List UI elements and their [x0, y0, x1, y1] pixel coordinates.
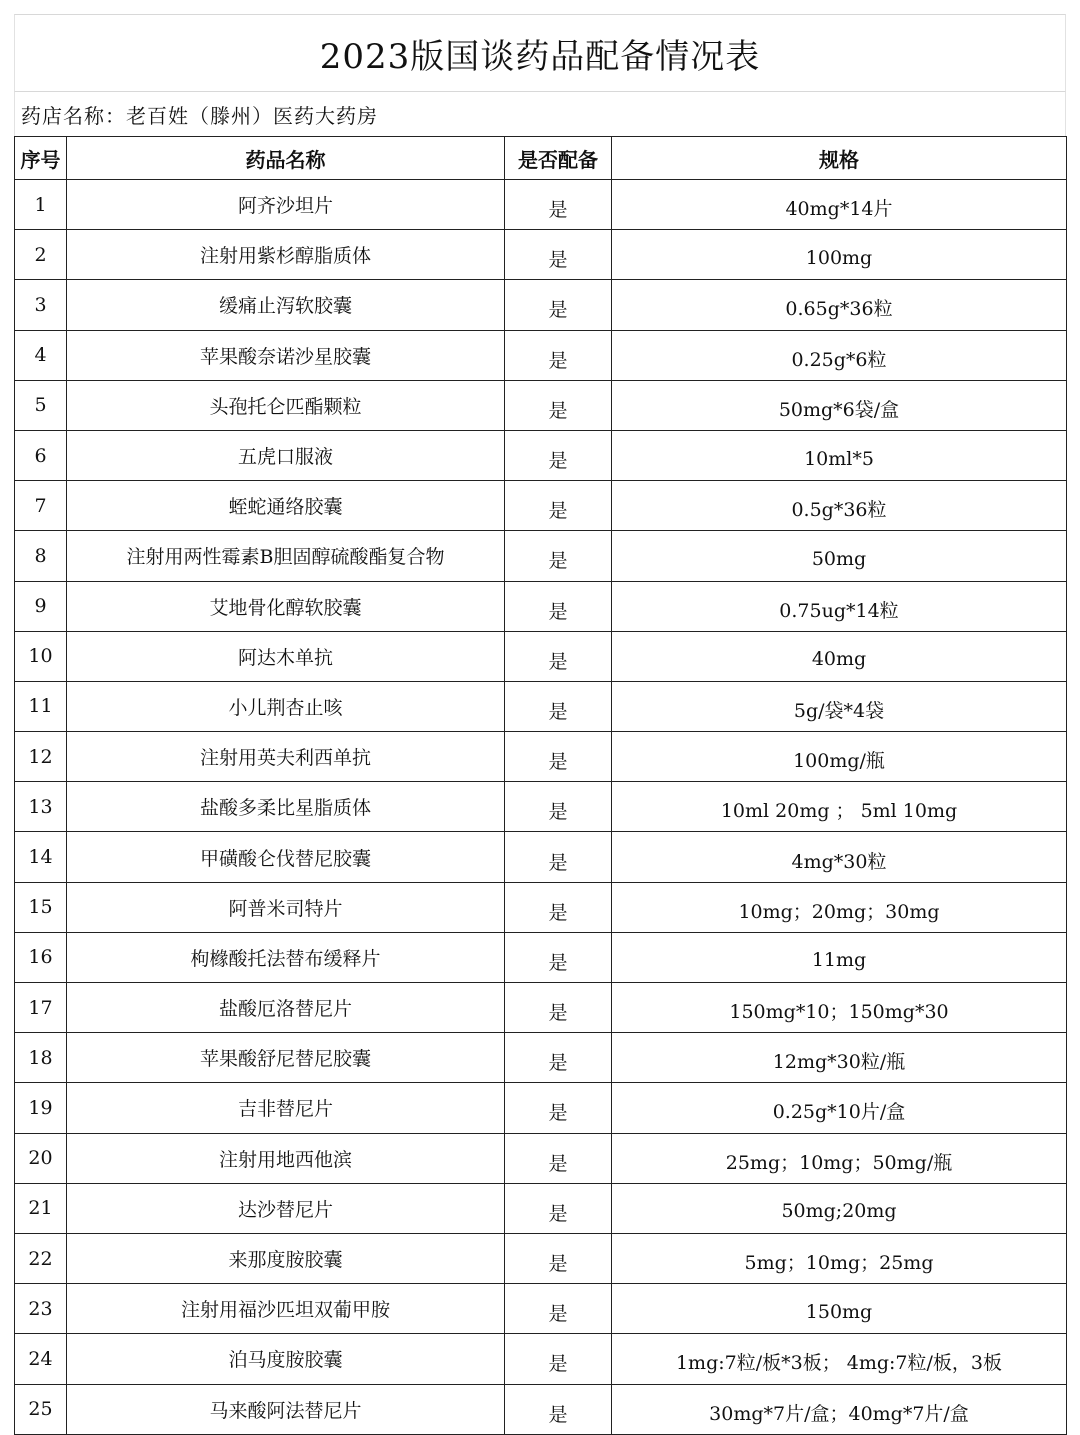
row-index: 9 [15, 581, 67, 631]
equipped-flag: 是 [505, 481, 612, 531]
drug-spec: 100mg [612, 230, 1067, 280]
drug-spec: 10ml*5 [612, 430, 1067, 480]
drug-table-sheet [14, 14, 1066, 1435]
drug-name: 盐酸多柔比星脂质体 [67, 782, 505, 832]
row-index: 22 [15, 1233, 67, 1283]
table-row [15, 1334, 1067, 1384]
row-index: 11 [15, 681, 67, 731]
drug-name: 马来酸阿法替尼片 [67, 1384, 505, 1434]
drug-name: 盐酸厄洛替尼片 [67, 983, 505, 1033]
table-row [15, 1284, 1067, 1334]
table-row [15, 782, 1067, 832]
row-index: 24 [15, 1334, 67, 1384]
equipped-flag: 是 [505, 732, 612, 782]
table-row [15, 832, 1067, 882]
equipped-flag: 是 [505, 983, 612, 1033]
drug-spec: 0.75ug*14粒 [612, 581, 1067, 631]
drug-spec: 30mg*7片/盒；40mg*7片/盒 [612, 1384, 1067, 1434]
equipped-flag: 是 [505, 1284, 612, 1334]
table-row [15, 1033, 1067, 1083]
equipped-flag: 是 [505, 581, 612, 631]
drug-name: 注射用地西他滨 [67, 1133, 505, 1183]
drug-name: 小儿荆杏止咳 [67, 681, 505, 731]
table-row [15, 1183, 1067, 1233]
drug-table [14, 136, 1067, 1435]
table-row [15, 983, 1067, 1033]
equipped-flag: 是 [505, 380, 612, 430]
table-row [15, 380, 1067, 430]
table-row [15, 531, 1067, 581]
drug-spec: 1mg:7粒/板*3板； 4mg:7粒/板，3板 [612, 1334, 1067, 1384]
drug-spec: 11mg [612, 932, 1067, 982]
header-spec: 规格 [612, 137, 1067, 180]
store-name: 药店名称：老百姓（滕州）医药大药房 [14, 91, 1066, 136]
drug-spec: 150mg [612, 1284, 1067, 1334]
drug-spec: 0.25g*6粒 [612, 330, 1067, 380]
drug-spec: 100mg/瓶 [612, 732, 1067, 782]
equipped-flag: 是 [505, 1233, 612, 1283]
row-index: 5 [15, 380, 67, 430]
equipped-flag: 是 [505, 832, 612, 882]
drug-spec: 4mg*30粒 [612, 832, 1067, 882]
row-index: 13 [15, 782, 67, 832]
drug-name: 五虎口服液 [67, 430, 505, 480]
equipped-flag: 是 [505, 1384, 612, 1434]
drug-name: 来那度胺胶囊 [67, 1233, 505, 1283]
drug-name: 缓痛止泻软胶囊 [67, 280, 505, 330]
drug-spec: 10ml 20mg ； 5ml 10mg [612, 782, 1067, 832]
equipped-flag: 是 [505, 280, 612, 330]
drug-name: 吉非替尼片 [67, 1083, 505, 1133]
table-row [15, 581, 1067, 631]
page-title: 2023版国谈药品配备情况表 [14, 14, 1066, 91]
row-index: 14 [15, 832, 67, 882]
equipped-flag: 是 [505, 631, 612, 681]
equipped-flag: 是 [505, 1083, 612, 1133]
row-index: 15 [15, 882, 67, 932]
table-row [15, 732, 1067, 782]
equipped-flag: 是 [505, 180, 612, 230]
row-index: 7 [15, 481, 67, 531]
drug-spec: 0.65g*36粒 [612, 280, 1067, 330]
drug-spec: 50mg;20mg [612, 1183, 1067, 1233]
equipped-flag: 是 [505, 882, 612, 932]
table-row [15, 681, 1067, 731]
row-index: 18 [15, 1033, 67, 1083]
drug-name: 蛭蛇通络胶囊 [67, 481, 505, 531]
equipped-flag: 是 [505, 1033, 612, 1083]
table-row [15, 1233, 1067, 1283]
table-body [15, 180, 1067, 1435]
drug-name: 头孢托仑匹酯颗粒 [67, 380, 505, 430]
drug-spec: 50mg [612, 531, 1067, 581]
table-header-row [15, 137, 1067, 180]
row-index: 25 [15, 1384, 67, 1434]
drug-spec: 150mg*10；150mg*30 [612, 983, 1067, 1033]
equipped-flag: 是 [505, 1334, 612, 1384]
row-index: 21 [15, 1183, 67, 1233]
drug-spec: 5mg；10mg；25mg [612, 1233, 1067, 1283]
equipped-flag: 是 [505, 782, 612, 832]
table-row [15, 230, 1067, 280]
table-row [15, 932, 1067, 982]
drug-spec: 10mg；20mg；30mg [612, 882, 1067, 932]
drug-name: 艾地骨化醇软胶囊 [67, 581, 505, 631]
drug-spec: 25mg；10mg；50mg/瓶 [612, 1133, 1067, 1183]
row-index: 10 [15, 631, 67, 681]
drug-spec: 40mg*14片 [612, 180, 1067, 230]
row-index: 19 [15, 1083, 67, 1133]
table-row [15, 631, 1067, 681]
drug-name: 阿达木单抗 [67, 631, 505, 681]
drug-name: 阿齐沙坦片 [67, 180, 505, 230]
drug-name: 注射用英夫利西单抗 [67, 732, 505, 782]
equipped-flag: 是 [505, 430, 612, 480]
equipped-flag: 是 [505, 932, 612, 982]
header-drug-name: 药品名称 [67, 137, 505, 180]
row-index: 6 [15, 430, 67, 480]
equipped-flag: 是 [505, 330, 612, 380]
drug-name: 注射用福沙匹坦双葡甲胺 [67, 1284, 505, 1334]
drug-name: 甲磺酸仑伐替尼胶囊 [67, 832, 505, 882]
equipped-flag: 是 [505, 681, 612, 731]
table-row [15, 481, 1067, 531]
row-index: 23 [15, 1284, 67, 1334]
drug-name: 泊马度胺胶囊 [67, 1334, 505, 1384]
row-index: 3 [15, 280, 67, 330]
equipped-flag: 是 [505, 531, 612, 581]
table-row [15, 1384, 1067, 1434]
row-index: 20 [15, 1133, 67, 1183]
row-index: 1 [15, 180, 67, 230]
row-index: 4 [15, 330, 67, 380]
table-row [15, 330, 1067, 380]
row-index: 17 [15, 983, 67, 1033]
header-index: 序号 [15, 137, 67, 180]
equipped-flag: 是 [505, 1183, 612, 1233]
row-index: 2 [15, 230, 67, 280]
row-index: 12 [15, 732, 67, 782]
drug-name: 达沙替尼片 [67, 1183, 505, 1233]
drug-spec: 5g/袋*4袋 [612, 681, 1067, 731]
header-equipped: 是否配备 [505, 137, 612, 180]
row-index: 16 [15, 932, 67, 982]
drug-name: 苹果酸奈诺沙星胶囊 [67, 330, 505, 380]
table-row [15, 280, 1067, 330]
table-row [15, 1133, 1067, 1183]
drug-name: 苹果酸舒尼替尼胶囊 [67, 1033, 505, 1083]
equipped-flag: 是 [505, 230, 612, 280]
table-row [15, 430, 1067, 480]
drug-spec: 40mg [612, 631, 1067, 681]
table-row [15, 180, 1067, 230]
table-row [15, 1083, 1067, 1133]
drug-spec: 0.5g*36粒 [612, 481, 1067, 531]
table-row [15, 882, 1067, 932]
row-index: 8 [15, 531, 67, 581]
drug-name: 阿普米司特片 [67, 882, 505, 932]
drug-name: 注射用两性霉素B胆固醇硫酸酯复合物 [67, 531, 505, 581]
drug-spec: 50mg*6袋/盒 [612, 380, 1067, 430]
drug-name: 枸橼酸托法替布缓释片 [67, 932, 505, 982]
equipped-flag: 是 [505, 1133, 612, 1183]
drug-name: 注射用紫杉醇脂质体 [67, 230, 505, 280]
drug-spec: 12mg*30粒/瓶 [612, 1033, 1067, 1083]
drug-spec: 0.25g*10片/盒 [612, 1083, 1067, 1133]
